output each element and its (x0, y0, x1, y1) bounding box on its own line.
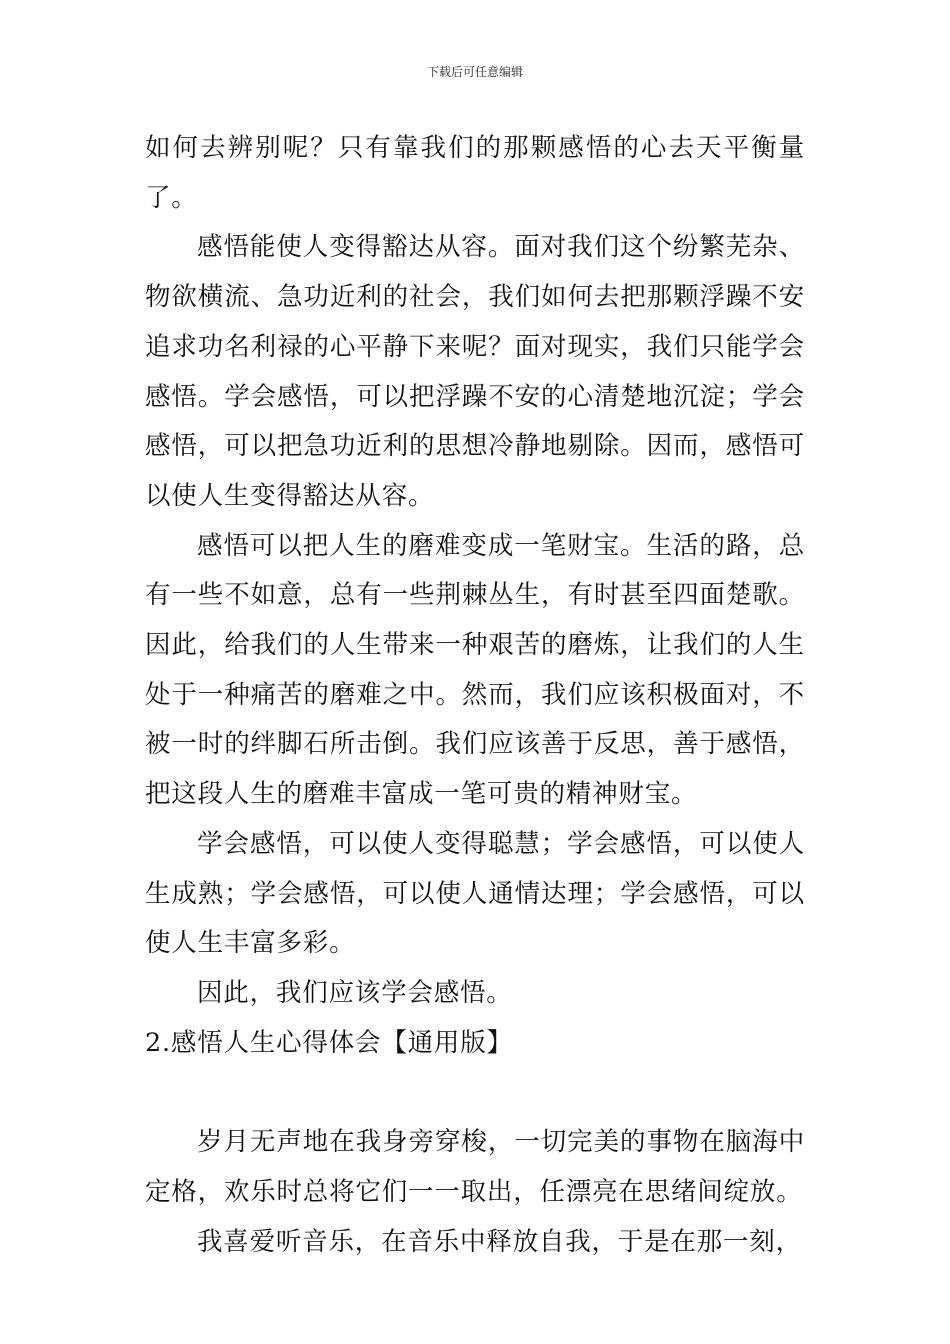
paragraph-hardship: 感悟可以把人生的磨难变成一笔财宝。生活的路，总有一些不如意，总有一些荆棘丛生，有时甚至四面楚歌。因此，给我们的人生带来一种艰苦的磨炼，让我们的人生处于一种痛苦的磨难之中。然而，我们应该积极面对，不被一时的绊脚石所击倒。我们应该善于反思，善于感悟，把这段人生的磨难丰富成一笔可贵的精神财宝。 (145, 530, 805, 810)
section-title: 2.感悟人生心得体会【通用版】 (145, 1027, 513, 1058)
paragraph-equanimity: 感悟能使人变得豁达从容。面对我们这个纷繁芜杂、物欲横流、急功近利的社会，我们如何去把那颗浮躁不安追求功名利禄的心平静下来呢？面对现实，我们只能学会感悟。学会感悟，可以把浮躁不安的心清楚地沉淀；学会感悟，可以把急功近利的思想冷静地剔除。因而，感悟可以使人生变得豁达从容。 (145, 232, 805, 511)
page-header-note: 下载后可任意编辑 (426, 65, 523, 79)
section-spacer (145, 1068, 805, 1118)
paragraph-wisdom: 学会感悟，可以使人变得聪慧；学会感悟，可以使人生成熟；学会感悟，可以使人通情达理；学会感悟，可以使人生丰富多彩。 (145, 828, 805, 959)
paragraph-music: 我喜爱听音乐，在音乐中释放自我，于是在那一刻， (197, 1226, 802, 1257)
paragraph-continuation: 如何去辨别呢？只有靠我们的那颗感悟的心去天平衡量了。 (145, 133, 805, 213)
paragraph-time: 岁月无声地在我身旁穿梭，一切完美的事物在脑海中定格，欢乐时总将它们一一取出，任漂亮在思绪间绽放。 (145, 1127, 805, 1208)
document-body (145, 124, 805, 1267)
paragraph-conclusion: 因此，我们应该学会感悟。 (197, 977, 513, 1008)
